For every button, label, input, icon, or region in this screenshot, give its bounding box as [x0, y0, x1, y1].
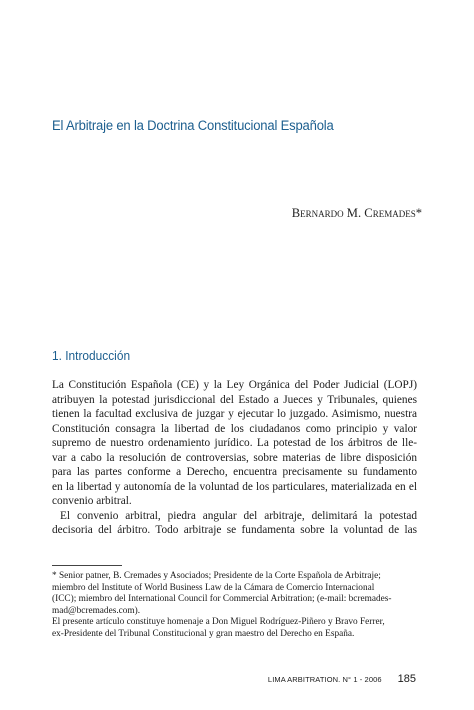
footnote-line: * Senior patner, B. Cremades y Asociados; Presidente de la Corte Española de Arbitraje;	[52, 571, 381, 581]
page-number: 185	[397, 673, 416, 686]
footnotes	[52, 571, 417, 641]
body-line: convenio arbitral.	[52, 495, 132, 507]
article-title: El Arbitraje en la Doctrina Constitucional Española	[52, 118, 334, 134]
author-name: Bernardo M. Cremades*	[291, 206, 422, 220]
body-line: El convenio arbitral, piedra angular del arbitraje, delimitará la potestad	[60, 509, 417, 522]
body-line: decisoria del árbitro. Todo arbitraje se fundamenta sobre la voluntad de las	[52, 524, 417, 536]
footnote-divider	[52, 565, 122, 566]
body-line: supremo de nuestro ordenamiento jurídico. La potestad de los árbitros de lle-	[52, 437, 417, 449]
body-line: atribuyen la potestad jurisdiccional del Estado a Jueces y Tribunales, quienes	[52, 393, 417, 406]
footnote-line: miembro del Institute of World Business Law de la Cámara de Comercio Internacional	[52, 582, 375, 593]
body-paragraphs	[52, 378, 417, 538]
page-footer	[268, 670, 416, 688]
body-line: La Constitución Española (CE) y la Ley Orgánica del Poder Judicial (LOPJ)	[52, 379, 417, 391]
body-line: Constitución consagra la libertad de los ciudadanos como principio y valor	[52, 422, 417, 435]
footnote-line: El presente artículo constituye homenaje a Don Miguel Rodríguez-Piñero y Bravo Ferrer,	[52, 617, 385, 628]
body-line: para las partes conforme a Derecho, encuentra precisamente su fundamento	[52, 466, 417, 478]
body-line: var a cabo la resolución de controversias, sobre materias de libre disposición	[52, 451, 417, 464]
footnote-line: (ICC); miembro del International Council for Commercial Arbitration; (e-mail: bcremades-	[52, 594, 392, 605]
body-line: en la libertad y autonomía de la voluntad de los particulares, materializada en el	[52, 480, 417, 493]
body-line: tienen la facultad exclusiva de juzgar y ejecutar lo juzgado. Asimismo, nuestra	[52, 408, 417, 420]
journal-name: LIMA ARBITRATION. N° 1 - 2006	[267, 674, 382, 684]
footnote-line: mad@bcremades.com).	[52, 605, 141, 616]
footnote-line: ex-Presidente del Tribunal Constitucional y gran maestro del Derecho en España.	[52, 628, 355, 639]
section-heading: 1. Introducción	[52, 348, 131, 363]
